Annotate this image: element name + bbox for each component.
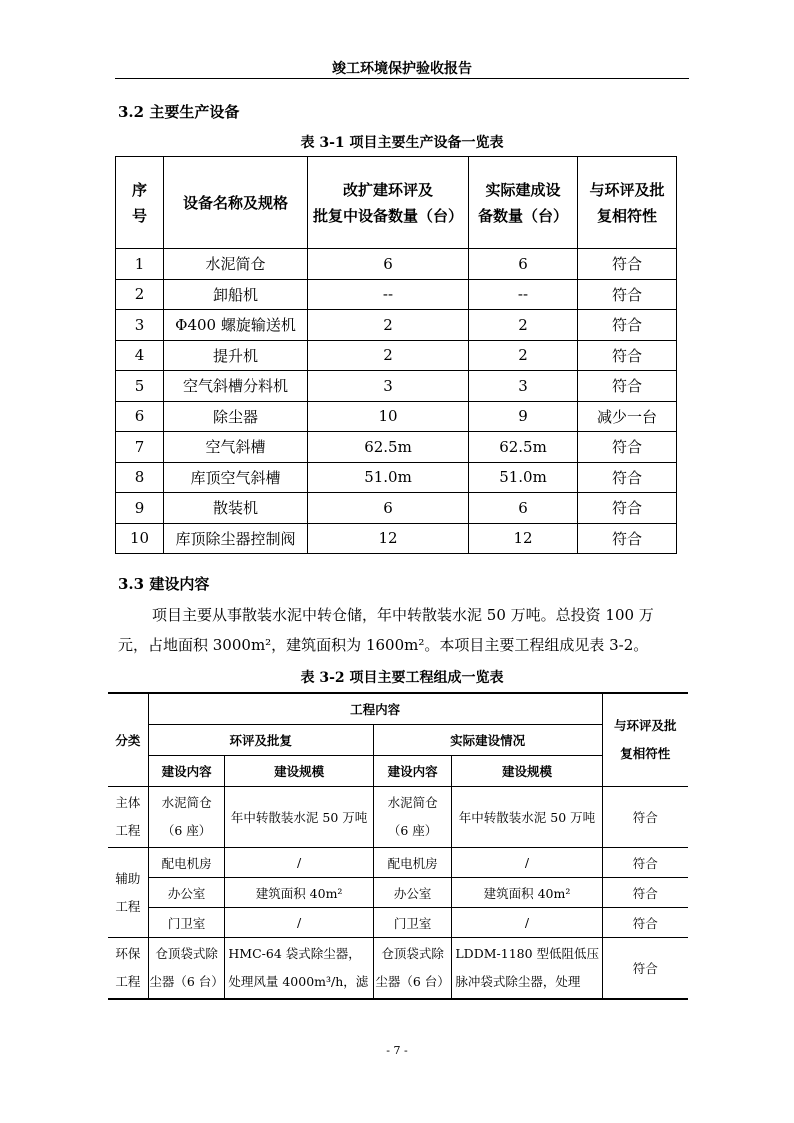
cell-eia-item: 配电机房 <box>148 848 225 878</box>
equipment-table-body <box>116 249 677 554</box>
section-3-2-heading: 3.2 主要生产设备 <box>118 103 240 121</box>
cell-eia-qty: -- <box>308 279 469 310</box>
cell-actual-qty: 6 <box>469 249 578 280</box>
cell-no: 5 <box>116 371 164 402</box>
cell-act-item: 门卫室 <box>373 908 452 938</box>
cell-no: 3 <box>116 310 164 341</box>
cell-act-scale: 建筑面积 40m² <box>452 878 602 908</box>
col-header-eia-item: 建设内容 <box>148 756 225 787</box>
cell-actual-qty: 2 <box>469 340 578 371</box>
page-header-title: 竣工环境保护验收报告 <box>332 61 472 77</box>
col-header-eia-qty: 改扩建环评及 批复中设备数量（台） <box>308 157 469 249</box>
table-row <box>116 432 677 463</box>
col-header-name: 设备名称及规格 <box>164 157 308 249</box>
cell-actual-qty: 51.0m <box>469 462 578 493</box>
paragraph-line-2: 元，占地面积 3000m²，建筑面积为 1600m²。本项目主要工程组成见表 3-2。 <box>118 636 649 654</box>
table-row <box>116 340 677 371</box>
header-rule <box>115 78 689 79</box>
cell-eia-qty: 62.5m <box>308 432 469 463</box>
composition-table <box>108 692 688 1000</box>
cell-act-item: 配电机房 <box>373 848 452 878</box>
cell-actual-qty: 2 <box>469 310 578 341</box>
cell-equipment-name: 空气斜槽 <box>164 432 308 463</box>
cell-equipment-name: 库顶空气斜槽 <box>164 462 308 493</box>
cell-eia-qty: 51.0m <box>308 462 469 493</box>
cell-actual-qty: -- <box>469 279 578 310</box>
table-row <box>116 493 677 524</box>
cell-conformity: 符合 <box>578 371 677 402</box>
cell-no: 4 <box>116 340 164 371</box>
cell-conformity: 符合 <box>578 523 677 554</box>
table-row <box>116 279 677 310</box>
cell-conformity: 符合 <box>602 938 688 1000</box>
col-header-conformity: 与环评及批 复相符性 <box>578 157 677 249</box>
cell-no: 8 <box>116 462 164 493</box>
cell-eia-qty: 10 <box>308 401 469 432</box>
cell-conformity: 符合 <box>578 340 677 371</box>
cell-act-scale: 年中转散装水泥 50 万吨 <box>452 787 602 848</box>
col-header-content: 工程内容 <box>148 693 602 725</box>
cell-eia-qty: 6 <box>308 493 469 524</box>
cell-actual-qty: 12 <box>469 523 578 554</box>
cell-act-item: 仓顶袋式除 尘器（6 台） <box>373 938 452 1000</box>
cell-no: 10 <box>116 523 164 554</box>
cell-equipment-name: 水泥简仓 <box>164 249 308 280</box>
cell-conformity: 符合 <box>578 432 677 463</box>
cell-equipment-name: Φ400 螺旋输送机 <box>164 310 308 341</box>
table-3-1-caption: 表 3-1 项目主要生产设备一览表 <box>300 135 504 151</box>
col-header-category: 分类 <box>108 693 148 787</box>
cell-eia-item: 水泥简仓 （6 座） <box>148 787 225 848</box>
table-row <box>116 371 677 402</box>
cell-eia-scale: 年中转散装水泥 50 万吨 <box>225 787 373 848</box>
cell-act-scale: / <box>452 848 602 878</box>
table-3-2-caption: 表 3-2 项目主要工程组成一览表 <box>300 670 504 686</box>
cell-act-scale: LDDM-1180 型低阻低压 脉冲袋式除尘器，处理 <box>452 938 602 1000</box>
cell-conformity: 减少一台 <box>578 401 677 432</box>
group-aux: 辅助 工程 <box>108 848 148 938</box>
col-header-eia: 环评及批复 <box>148 725 373 756</box>
cell-no: 2 <box>116 279 164 310</box>
cell-no: 6 <box>116 401 164 432</box>
cell-conformity: 符合 <box>578 310 677 341</box>
cell-act-item: 水泥简仓 （6 座） <box>373 787 452 848</box>
table-row <box>116 310 677 341</box>
page-number: - 7 - <box>386 1044 408 1057</box>
table-row <box>116 523 677 554</box>
group-env: 环保 工程 <box>108 938 148 1000</box>
section-3-3-heading: 3.3 建设内容 <box>118 575 210 593</box>
cell-eia-qty: 6 <box>308 249 469 280</box>
col-header-act-item: 建设内容 <box>373 756 452 787</box>
cell-conformity: 符合 <box>602 878 688 908</box>
cell-eia-qty: 12 <box>308 523 469 554</box>
section-3-3-paragraph <box>118 600 678 660</box>
cell-no: 1 <box>116 249 164 280</box>
cell-eia-qty: 2 <box>308 340 469 371</box>
cell-eia-item: 办公室 <box>148 878 225 908</box>
col-header-act-scale: 建设规模 <box>452 756 602 787</box>
cell-conformity: 符合 <box>602 787 688 848</box>
cell-eia-item: 仓顶袋式除 尘器（6 台） <box>148 938 225 1000</box>
cell-equipment-name: 提升机 <box>164 340 308 371</box>
cell-act-scale: / <box>452 908 602 938</box>
cell-conformity: 符合 <box>578 493 677 524</box>
cell-eia-qty: 2 <box>308 310 469 341</box>
cell-eia-item: 门卫室 <box>148 908 225 938</box>
cell-actual-qty: 6 <box>469 493 578 524</box>
paragraph-line-1: 项目主要从事散装水泥中转仓储，年中转散装水泥 50 万吨。总投资 100 万 <box>152 606 654 624</box>
cell-eia-scale: HMC-64 袋式除尘器， 处理风量 4000m³/h，滤 <box>225 938 373 1000</box>
col-header-actual: 实际建设情况 <box>373 725 602 756</box>
cell-no: 7 <box>116 432 164 463</box>
col-header-actual-qty: 实际建成设 备数量（台） <box>469 157 578 249</box>
cell-conformity: 符合 <box>578 279 677 310</box>
cell-act-item: 办公室 <box>373 878 452 908</box>
table-row <box>116 249 677 280</box>
cell-eia-scale: / <box>225 908 373 938</box>
cell-actual-qty: 62.5m <box>469 432 578 463</box>
col-header-conformity-2: 与环评及批 复相符性 <box>602 693 688 787</box>
cell-equipment-name: 库顶除尘器控制阀 <box>164 523 308 554</box>
cell-no: 9 <box>116 493 164 524</box>
group-main: 主体 工程 <box>108 787 148 848</box>
cell-actual-qty: 9 <box>469 401 578 432</box>
cell-equipment-name: 除尘器 <box>164 401 308 432</box>
cell-conformity: 符合 <box>602 848 688 878</box>
cell-eia-scale: / <box>225 848 373 878</box>
cell-conformity: 符合 <box>578 462 677 493</box>
cell-equipment-name: 空气斜槽分料机 <box>164 371 308 402</box>
equipment-table <box>115 156 677 554</box>
cell-eia-qty: 3 <box>308 371 469 402</box>
col-header-eia-scale: 建设规模 <box>225 756 373 787</box>
col-header-no: 序 号 <box>116 157 164 249</box>
cell-equipment-name: 卸船机 <box>164 279 308 310</box>
cell-conformity: 符合 <box>578 249 677 280</box>
cell-eia-scale: 建筑面积 40m² <box>225 878 373 908</box>
cell-conformity: 符合 <box>602 908 688 938</box>
cell-actual-qty: 3 <box>469 371 578 402</box>
cell-equipment-name: 散装机 <box>164 493 308 524</box>
table-row <box>116 462 677 493</box>
table-row <box>116 401 677 432</box>
